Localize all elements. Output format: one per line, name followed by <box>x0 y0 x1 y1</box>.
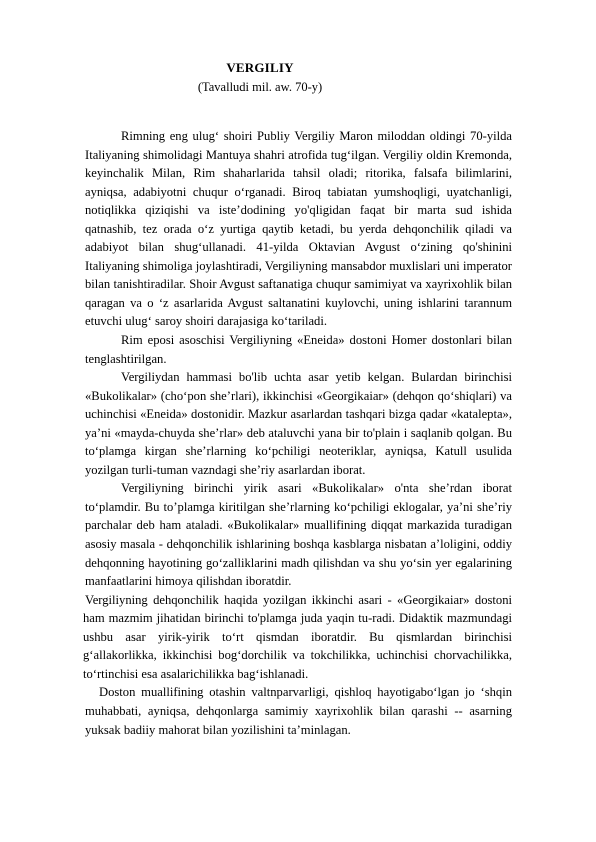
paragraph-bukolikalar: Vergiliyning birinchi yirik asari «Bukolikalar» o'nta she’rdan iborat to‘plamdir. Bu to’plamga kiritilgan she’rlarning ko‘pchiligi eklogalar, ya’ni she’riy parchalar deb ham ataladi. «Bukolikalar» muallifining diqqat markazida turadigan asosiy masala - dehqonchilik ishlarining boshqa kasblarga nisbatan a’loligini, oddiy dehqonning hayotining go‘zalliklarini madh qilishdan va shu yo‘sin yer egalarining manfaatlarini himoya qilishdan iboratdir. <box>85 481 512 589</box>
document-title: VERGILIY <box>226 60 294 75</box>
paragraph-biography: Rimning eng ulug‘ shoiri Publiy Vergiliy Maron miloddan oldingi 70-yilda Italiyaning shimolidagi Mantuya shahri atrofida tug‘ilgan. Vergiliy oldin Kremonda, keyinchalik Milan, Rim shaharlarida tahsil oladi; ritorika, falsafa bilimlarini, ayniqsa, adabiyotni chuqur o‘rganadi. Biroq tabiatan yumshoqligi, uyatchanligi, notiqlikka qiziqishi va iste’dodining yo'qligidan faqat bir marta sud ishida qatnashib, tez orada o‘z yurtiga qaytib ketadi, bu yerda dehqonchilik qiladi va adabiyot bilan shug‘ullanadi. 41-yilda Oktavian Avgust o‘zining qo'shinini Italiyaning shimoliga joylashtiradi, Vergiliyning mansabdor muxlislari uni imperator bilan tanishtiradilar. Shoir Avgust saftanatiga chuqur samimiyat va xayrixohlik bilan qaragan va o ‘z asarlarida Avgust saltanatini kuylovchi, uning ishlarini tarannum etuvchi ulug‘ saroy shoiri darajasiga ko‘tariladi. <box>85 129 512 329</box>
paragraph-conclusion: Doston muallifining otashin valtnparvarligi, qishloq hayotigabo‘lgan jo ‘shqin muhabbati, ayniqsa, dehqonlarga samimiy xayrixohlik bilan qarashi -- asarning yuksak badiiy mahorat bilan yozilishini ta’minlagan. <box>85 685 512 737</box>
paragraph-georgikaiar: Vergiliyning dehqonchilik haqida yozilgan ikkinchi asari - «Georgikaiar» dostoni ham mazmim jihatidan birinchi to'plamga juda yaqin tu-radi. Didaktik mazmundagi ushbu asar yirik-yirik to‘rt qismdan iboratdir. Bu qismlardan birinchisi g‘allakorlikka, ikkinchisi bog‘dorchilik va tokchilikka, uchinchisi chorvachilikka, to‘rtinchisi esa asalarichilikka bag‘ishlanadi. <box>83 592 512 681</box>
document-body <box>85 127 512 739</box>
paragraph-eneida: Rim eposi asoschisi Vergiliyning «Eneida» dostoni Homer dostonlari bilan tenglashtirilgan. <box>85 333 512 366</box>
paragraph-works: Vergiliydan hammasi bo'lib uchta asar yetib kelgan. Bulardan birinchisi «Bukolikalar» (cho‘pon she’rlari), ikkinchisi «Georgikaiar» (dehqon qo‘shiqlari) va uchinchisi «Eneida» dostonidir. Mazkur asarlardan tashqari bizga qadar «katalepta», ya’ni «mayda-chuyda she’rlar» deb ataluvchi yana bir to'plain i saqlanib qolgan. Bu to‘plamga kirgan she’rlarning ko‘pchiligi neoteriklar, ayniqsa, Katull usulida yozilgan turli-tuman vazndagi she’riy asarlardan iborat. <box>85 370 512 477</box>
document-subtitle: (Tavalludi mil. aw. 70-y) <box>197 80 323 94</box>
